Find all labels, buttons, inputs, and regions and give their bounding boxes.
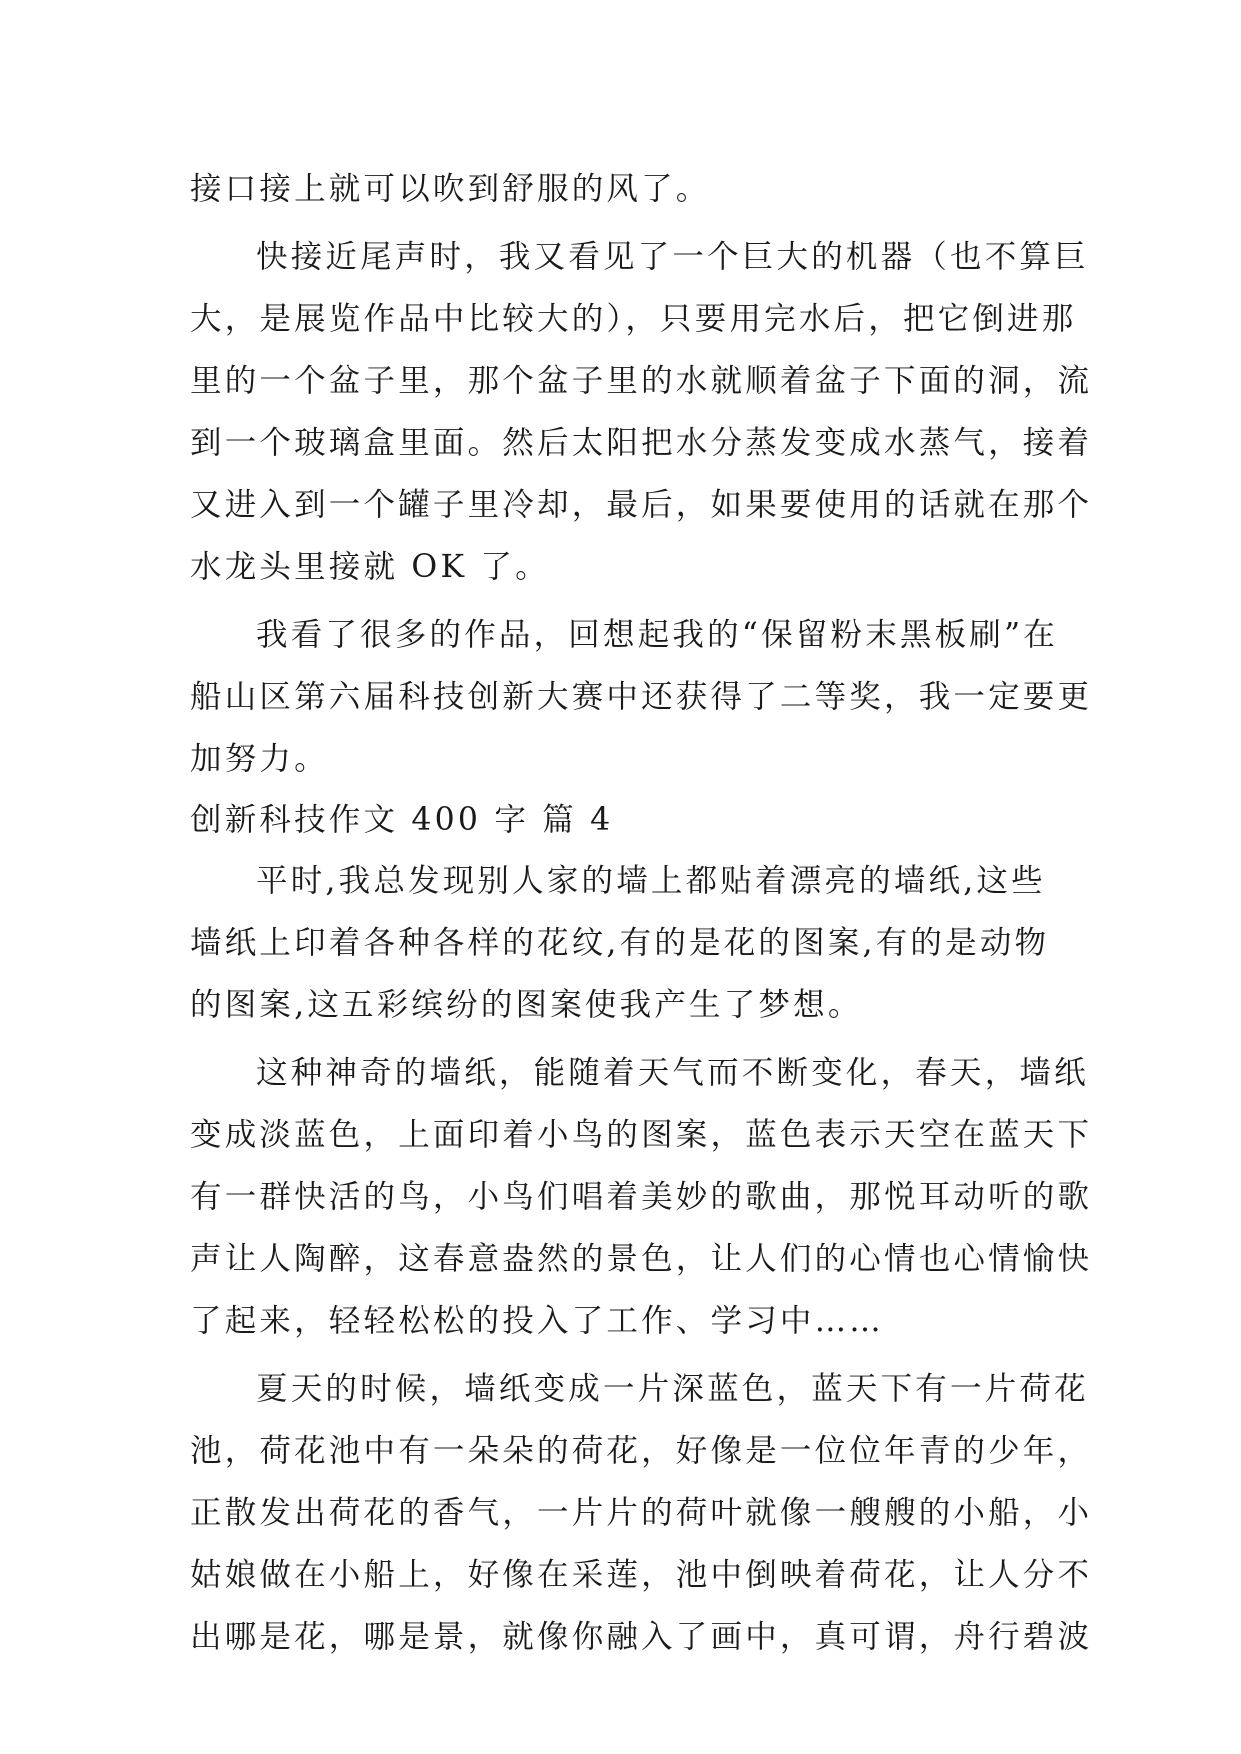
paragraph-line: 里的一个盆子里，那个盆子里的水就顺着盆子下面的洞，流 [190, 363, 1093, 399]
paragraph-line: 池，荷花池中有一朵朵的荷花，好像是一位位年青的少年， [190, 1433, 1093, 1469]
paragraph-line: 夏天的时候，墙纸变成一片深蓝色，蓝天下有一片荷花 [256, 1371, 1089, 1407]
paragraph-line: 墙纸上印着各种各样的花纹,有的是花的图案,有的是动物 [190, 925, 1050, 961]
paragraph-line: 姑娘做在小船上，好像在采莲，池中倒映着荷花，让人分不 [190, 1557, 1093, 1593]
paragraph-line: 我看了很多的作品，回想起我的“保留粉末黑板刷”在 [256, 617, 1059, 653]
paragraph-line: 又进入到一个罐子里冷却，最后，如果要使用的话就在那个 [190, 487, 1093, 523]
paragraph-line: 正散发出荷花的香气，一片片的荷叶就像一艘艘的小船，小 [190, 1495, 1093, 1531]
paragraph-line: 了起来，轻轻松松的投入了工作、学习中…… [190, 1303, 885, 1339]
paragraph-line: 船山区第六届科技创新大赛中还获得了二等奖，我一定要更 [190, 679, 1093, 715]
paragraph-line: 大，是展览作品中比较大的），只要用完水后，把它倒进那 [190, 301, 1077, 337]
paragraph-line: 水龙头里接就 OK 了。 [190, 549, 550, 585]
paragraph-line: 声让人陶醉，这春意盎然的景色，让人们的心情也心情愉快 [190, 1241, 1093, 1277]
paragraph-line: 快接近尾声时，我又看见了一个巨大的机器（也不算巨 [256, 239, 1089, 275]
paragraph-line: 加努力。 [190, 741, 329, 777]
section-heading: 创新科技作文 400 字 篇 4 [190, 802, 614, 838]
paragraph-line: 到一个玻璃盒里面。然后太阳把水分蒸发变成水蒸气，接着 [190, 425, 1093, 461]
paragraph-line: 有一群快活的鸟，小鸟们唱着美妙的歌曲，那悦耳动听的歌 [190, 1179, 1093, 1215]
paragraph-line: 的图案,这五彩缤纷的图案使我产生了梦想。 [190, 987, 863, 1023]
paragraph-line: 变成淡蓝色，上面印着小鸟的图案，蓝色表示天空在蓝天下 [190, 1117, 1093, 1153]
paragraph-line: 出哪是花，哪是景，就像你融入了画中，真可谓，舟行碧波 [190, 1619, 1093, 1655]
document-body [190, 158, 1093, 1668]
paragraph-line: 平时,我总发现别人家的墙上都贴着漂亮的墙纸,这些 [256, 863, 1046, 899]
paragraph-line: 这种神奇的墙纸，能随着天气而不断变化，春天，墙纸 [256, 1055, 1089, 1091]
paragraph-line: 接口接上就可以吹到舒服的风了。 [190, 171, 711, 207]
